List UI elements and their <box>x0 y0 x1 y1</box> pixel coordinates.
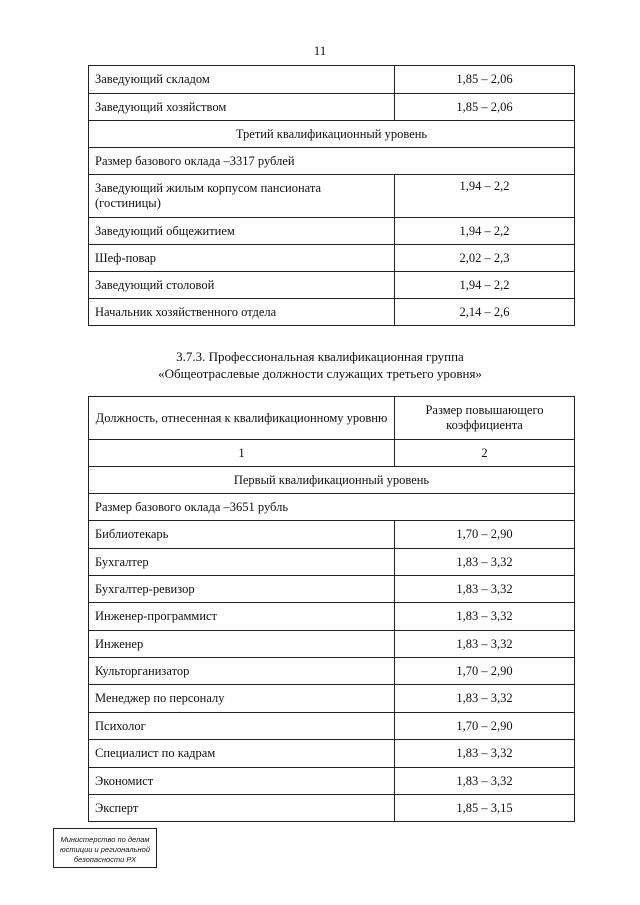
header-position: Должность, отнесенная к квалификационному уровню <box>89 397 395 440</box>
section-heading-line2: «Общеотраслевые должности служащих третьего уровня» <box>158 366 482 381</box>
qualification-level: Третий квалификационный уровень <box>89 121 575 148</box>
position-name: Экономист <box>89 768 395 795</box>
table-row <box>89 521 575 549</box>
section-heading-line1: 3.7.3. Профессиональная квалификационная группа <box>176 349 464 364</box>
base-salary: Размер базового оклада –3651 рубль <box>89 494 575 521</box>
stamp-line1: Министерство по делам <box>60 835 150 844</box>
position-name: Инженер-программист <box>89 603 395 631</box>
coefficient-value: 1,83 – 3,32 <box>395 549 575 576</box>
coefficient-value: 1,83 – 3,32 <box>395 740 575 768</box>
stamp-line2: юстиции и региональной <box>59 845 151 854</box>
page-number: 11 <box>313 43 327 58</box>
coefficient-value: 1,83 – 3,32 <box>395 631 575 658</box>
position-name: Бухгалтер-ревизор <box>89 576 395 603</box>
header-num-1: 1 <box>89 440 395 467</box>
table-row <box>89 549 575 576</box>
position-name: Инженер <box>89 631 395 658</box>
table-row <box>89 631 575 658</box>
coefficient-value: 1,85 – 2,06 <box>395 94 575 121</box>
coefficient-value: 1,83 – 3,32 <box>395 603 575 631</box>
coefficient-value: 1,70 – 2,90 <box>395 713 575 740</box>
table-row <box>89 795 575 822</box>
position-name: Психолог <box>89 713 395 740</box>
table-row <box>89 576 575 603</box>
coefficient-value: 1,85 – 2,06 <box>395 66 575 94</box>
table-row <box>89 94 575 121</box>
base-salary-row <box>89 148 575 175</box>
position-name: Менеджер по персоналу <box>89 685 395 713</box>
position-name: Эксперт <box>89 795 395 822</box>
coefficient-value: 1,83 – 3,32 <box>395 685 575 713</box>
ministry-stamp <box>53 828 157 868</box>
coefficient-value: 1,85 – 3,15 <box>395 795 575 822</box>
table-row <box>89 713 575 740</box>
table-group-3-7-3 <box>88 396 575 822</box>
table-continuation <box>88 65 575 326</box>
table-row <box>89 658 575 685</box>
table-header-row <box>89 397 575 440</box>
position-name: Бухгалтер <box>89 549 395 576</box>
coefficient-value: 1,94 – 2,2 <box>395 175 575 218</box>
position-name: Заведующий жилым корпусом пансионата (гостиницы) <box>89 175 395 218</box>
position-name: Заведующий складом <box>89 66 395 94</box>
position-name: Заведующий хозяйством <box>89 94 395 121</box>
table-row <box>89 768 575 795</box>
header-coefficient: Размер повышающего коэффициента <box>395 397 575 440</box>
table-number-row <box>89 440 575 467</box>
table-row <box>89 272 575 299</box>
position-name: Заведующий общежитием <box>89 218 395 245</box>
position-name: Библиотекарь <box>89 521 395 549</box>
coefficient-value: 1,70 – 2,90 <box>395 521 575 549</box>
table-row <box>89 175 575 218</box>
coefficient-value: 2,14 – 2,6 <box>395 299 575 326</box>
section-heading <box>0 348 640 382</box>
coefficient-value: 1,94 – 2,2 <box>395 272 575 299</box>
coefficient-value: 1,83 – 3,32 <box>395 576 575 603</box>
position-name: Заведующий столовой <box>89 272 395 299</box>
coefficient-value: 2,02 – 2,3 <box>395 245 575 272</box>
base-salary: Размер базового оклада –3317 рублей <box>89 148 575 175</box>
position-name: Культорганизатор <box>89 658 395 685</box>
base-salary-row <box>89 494 575 521</box>
qualification-level-row <box>89 467 575 494</box>
position-name: Шеф-повар <box>89 245 395 272</box>
table-row <box>89 245 575 272</box>
stamp-line3: безопасности РХ <box>73 855 137 864</box>
position-name: Начальник хозяйственного отдела <box>89 299 395 326</box>
table-row <box>89 603 575 631</box>
qualification-level: Первый квалификационный уровень <box>89 467 575 494</box>
table-row <box>89 218 575 245</box>
position-name: Специалист по кадрам <box>89 740 395 768</box>
table-row <box>89 740 575 768</box>
coefficient-value: 1,70 – 2,90 <box>395 658 575 685</box>
header-num-2: 2 <box>395 440 575 467</box>
qualification-level-row <box>89 121 575 148</box>
coefficient-value: 1,83 – 3,32 <box>395 768 575 795</box>
table-row <box>89 685 575 713</box>
table-row <box>89 299 575 326</box>
table-row <box>89 66 575 94</box>
coefficient-value: 1,94 – 2,2 <box>395 218 575 245</box>
